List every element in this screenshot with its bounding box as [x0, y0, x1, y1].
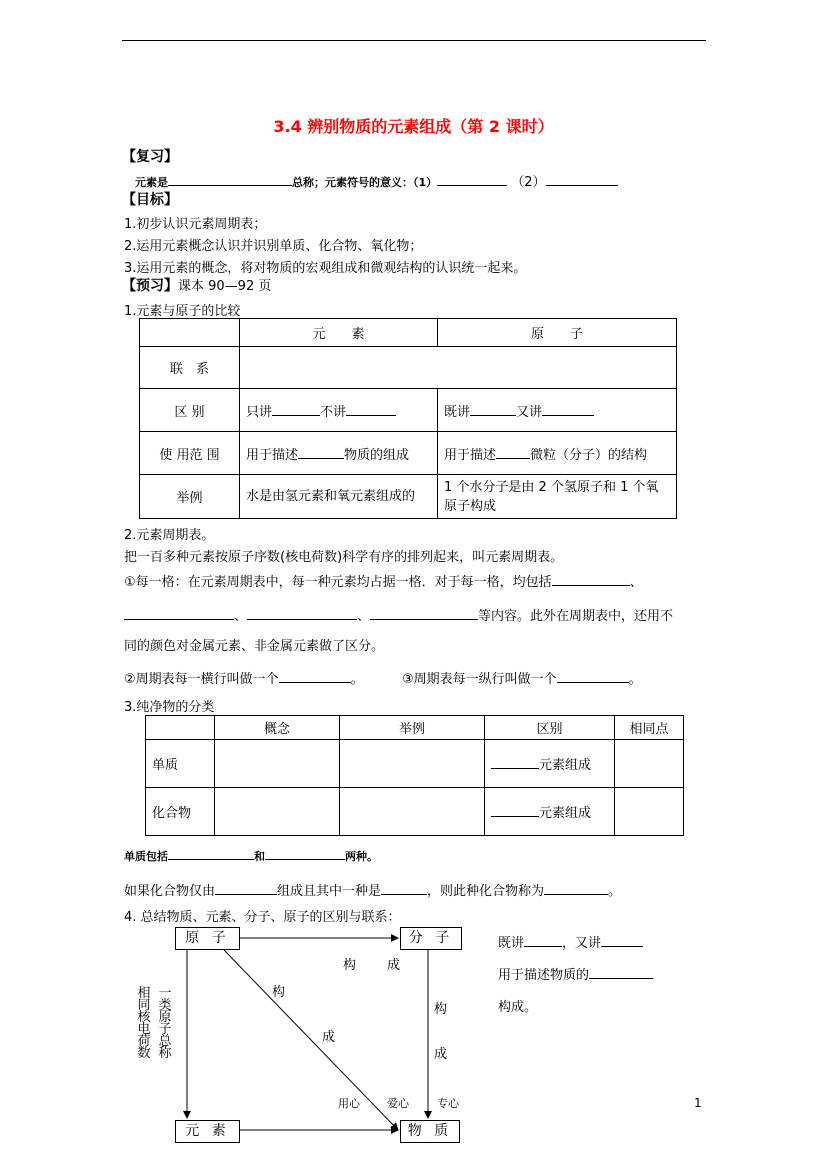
row-link: 联 系 — [140, 347, 240, 389]
preview-pages: 课本 90—92 页 — [178, 279, 272, 294]
page-number: 1 — [694, 1096, 702, 1110]
row-compound: 化合物 — [146, 788, 215, 836]
page-title: 3.4 辨别物质的元素组成（第 2 课时） — [273, 117, 554, 136]
periodic-label: 2.元素周期表。 — [124, 528, 215, 543]
diff-element: 只讲 不讲 — [240, 389, 438, 432]
review-heading: 【复习】 — [122, 149, 178, 165]
row-scope: 使 用范 围 — [140, 432, 240, 475]
example-element: 水是由氢元素和氧元素组成的 — [240, 475, 438, 519]
label-yongxin: 用心 — [338, 1097, 360, 1110]
label-right-gou: 构 — [434, 1002, 448, 1017]
periodic-p3: ③周期表每一纵行叫做一个 。 — [402, 672, 642, 687]
periodic-p1-line3: 同的颜色对金属元素、非金属元素做了区分。 — [124, 639, 385, 654]
side-blank-1[interactable] — [524, 934, 562, 947]
header-diff: 区别 — [485, 716, 615, 740]
col-element: 元 素 — [240, 319, 438, 347]
label-left-b: 一类原子总称 — [158, 986, 172, 1061]
review-text-b: 总称；元素符号的意义：（1） — [292, 176, 438, 189]
row-diff: 区 别 — [140, 389, 240, 432]
row-example: 举例 — [140, 475, 240, 519]
label-aixin: 爱心 — [387, 1097, 409, 1110]
header-example: 举例 — [340, 716, 485, 740]
arrow-atom-matter — [224, 950, 401, 1130]
col-atom: 原 子 — [438, 319, 677, 347]
preview-heading: 【预习】 — [122, 278, 178, 294]
periodic-p1-line2: 、 、 等内容。此外在周期表中，还用不 — [124, 605, 673, 624]
compare-label: 1.元素与原子的比较 — [124, 304, 241, 319]
box-atom: 原 子 — [175, 927, 240, 950]
compound-diff: 元素组成 — [485, 788, 615, 836]
periodic-p2: ②周期表每一横行叫做一个 。 — [124, 672, 364, 687]
side-line-2: 用于描述物质的 — [498, 964, 653, 983]
example-atom: 1 个水分子是由 2 个氢原子和 1 个氧原子构成 — [438, 475, 677, 519]
label-top-gou: 构 — [343, 958, 357, 973]
review-text-a: 元素是 — [135, 176, 168, 189]
diff-atom: 既讲 又讲 — [438, 389, 677, 432]
scope-element: 用于描述 物质的组成 — [240, 432, 438, 475]
box-element: 元 素 — [175, 1120, 240, 1143]
goal-item-1: 1.初步认识元素周期表； — [124, 217, 267, 232]
scope-atom: 用于描述 微粒（分子）的结构 — [438, 432, 677, 475]
oxide-line: 如果化合物仅由 组成且其中一种是 ，则此种化合物称为 。 — [124, 884, 622, 899]
label-top-cheng: 成 — [387, 958, 401, 973]
label-diag-gou: 构 — [272, 985, 286, 1000]
side-blank-3[interactable] — [589, 966, 653, 979]
label-diag-cheng: 成 — [322, 1030, 336, 1045]
side-line-3: 构成。 — [498, 1000, 538, 1015]
simple-diff: 元素组成 — [485, 740, 615, 788]
goal-item-2: 2.运用元素概念认识并识别单质、化合物、氧化物； — [124, 239, 423, 254]
side-blank-2[interactable] — [601, 934, 643, 947]
header-same: 相同点 — [615, 716, 684, 740]
classify-label: 3.纯净物的分类 — [124, 700, 215, 715]
periodic-p1-line1: ①每一格：在元素周期表中，每一种元素均占据一格．对于每一格，均包括 、 — [124, 575, 643, 590]
label-zhuanxin: 专心 — [437, 1097, 459, 1110]
goal-item-3: 3.运用元素的概念，将对物质的宏观组成和微观结构的认识统一起来。 — [124, 261, 527, 276]
periodic-intro: 把一百多种元素按原子序数(核电荷数)科学有序的排列起来，叫元素周期表。 — [124, 550, 564, 565]
goals-heading: 【目标】 — [122, 192, 178, 208]
box-molecule: 分 子 — [400, 927, 462, 950]
summary-label: 4. 总结物质、元素、分子、原子的区别与联系： — [124, 910, 401, 925]
side-line-1: 既讲 ，又讲 — [498, 932, 643, 951]
header-concept: 概念 — [215, 716, 340, 740]
review-text-c: （2） — [511, 175, 546, 190]
box-matter: 物 质 — [400, 1120, 460, 1143]
row-simple: 单质 — [146, 740, 215, 788]
simple-note: 单质包括 和 两种。 — [124, 847, 378, 864]
label-right-cheng: 成 — [434, 1047, 448, 1062]
label-left-a: 相同核电荷数 — [137, 986, 151, 1061]
